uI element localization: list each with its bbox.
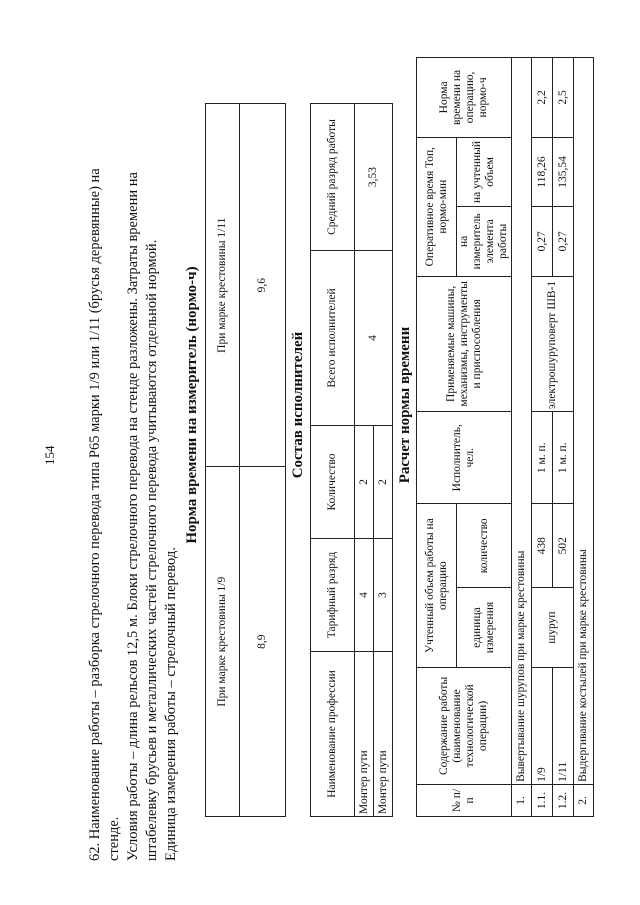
calc-section-1-title: Вывертывание шурупов при марке крестовины — [512, 58, 532, 785]
calc-row-1-executor: 1 м. п. — [532, 412, 553, 504]
staff-row-1-quantity: 2 — [355, 426, 374, 539]
calc-header-number: № п/п — [417, 784, 512, 816]
calc-row-2-operation: 1/11 — [553, 667, 574, 784]
calc-row-2-quantity: 502 — [553, 504, 574, 588]
calc-header-executor: Исполнитель, чел. — [417, 412, 512, 504]
calc-header-unit: единица измерения — [457, 588, 512, 668]
intro-line-3: Условия работы – длина рельсов 12,5 м. Блоки стрелочного перевода на стенде разложены. Затраты времени на — [125, 172, 141, 861]
calc-row-2-time-volume: 135,54 — [553, 137, 574, 206]
norm-header-111: При марке крестовины 1/11 — [206, 104, 240, 467]
calc-table — [416, 57, 594, 817]
calc-row-2-norm: 2,5 — [553, 58, 574, 138]
staff-row-1-grade: 4 — [355, 539, 374, 652]
calc-section-2-title: Выдергивание костылей при марке крестовины — [574, 58, 594, 785]
page-number: 154 — [42, 445, 57, 465]
norm-header-19: При марке крестовины 1/9 — [206, 467, 240, 817]
staff-row-2-grade: 3 — [374, 539, 393, 652]
calc-rows-unit: шуруп — [532, 588, 574, 668]
staff-header-grade: Тарифный разряд — [311, 539, 355, 652]
calc-section-1-number: 1. — [512, 784, 532, 816]
calc-header-quantity: количество — [457, 504, 512, 588]
calc-row-1-norm: 2,2 — [532, 58, 553, 138]
calc-row-1-time-volume: 118,26 — [532, 137, 553, 206]
calc-row-1-number: 1.1. — [532, 784, 553, 816]
intro-line-4: штабелевку брусьев и металлических частей стрелочного перевода учитываются отдельной нормой. — [144, 239, 160, 861]
staff-header-total: Всего исполнителей — [311, 251, 355, 426]
intro-line-2: стенде. — [106, 816, 122, 861]
staff-title: Состав исполнителей — [290, 331, 306, 479]
norm-title: Норма времени на измеритель (нормо-ч) — [184, 266, 200, 544]
norm-value-111: 9,6 — [240, 104, 286, 467]
norm-table — [205, 103, 286, 817]
staff-average-grade: 3,53 — [355, 104, 393, 251]
calc-header-volume: Учтенный объем работы на операцию — [417, 504, 457, 668]
calc-section-2-number: 2. — [574, 784, 594, 816]
staff-total: 4 — [355, 251, 393, 426]
calc-header-per-unit: на измеритель элемента работы — [457, 207, 512, 276]
calc-rows-tool: электрошуруповерт ШВ-1 — [532, 276, 574, 412]
calc-header-per-volume: на учтенный объем — [457, 137, 512, 206]
staff-header-average: Средний разряд работы — [311, 104, 355, 251]
intro-line-5: Единица измерения работы – стрелочный перевод. — [163, 547, 179, 861]
calc-header-norm: Норма времени на операцию, нормо-ч — [417, 58, 512, 138]
calc-header-machines: Применяемые машины, механизмы, инструменты и приспособления — [417, 276, 512, 412]
norm-value-19: 8,9 — [240, 467, 286, 817]
intro-line-1: 62. Наименование работы – разборка стрелочного перевода типа Р65 марки 1/9 или 1/11 (брусья деревянные) на — [87, 168, 103, 861]
staff-row-1-profession: Монтер пути — [355, 652, 374, 817]
staff-row-2-quantity: 2 — [374, 426, 393, 539]
staff-row-2-profession: Монтер пути — [374, 652, 393, 817]
calc-row-2-number: 1.2. — [553, 784, 574, 816]
calc-row-2-executor: 1 м. п. — [553, 412, 574, 504]
calc-header-content: Содержание работы (наименование технологической операции) — [417, 667, 512, 784]
calc-header-optime: Оперативное время Топ, нормо-мин — [417, 137, 457, 276]
calc-row-1-quantity: 438 — [532, 504, 553, 588]
staff-table — [310, 103, 393, 817]
calc-row-2-time-unit: 0,27 — [553, 207, 574, 276]
calc-row-1-time-unit: 0,27 — [532, 207, 553, 276]
staff-header-profession: Наименование профессии — [311, 652, 355, 817]
staff-header-quantity: Количество — [311, 426, 355, 539]
calc-title: Расчет нормы времени — [397, 326, 413, 484]
calc-row-1-operation: 1/9 — [532, 667, 553, 784]
